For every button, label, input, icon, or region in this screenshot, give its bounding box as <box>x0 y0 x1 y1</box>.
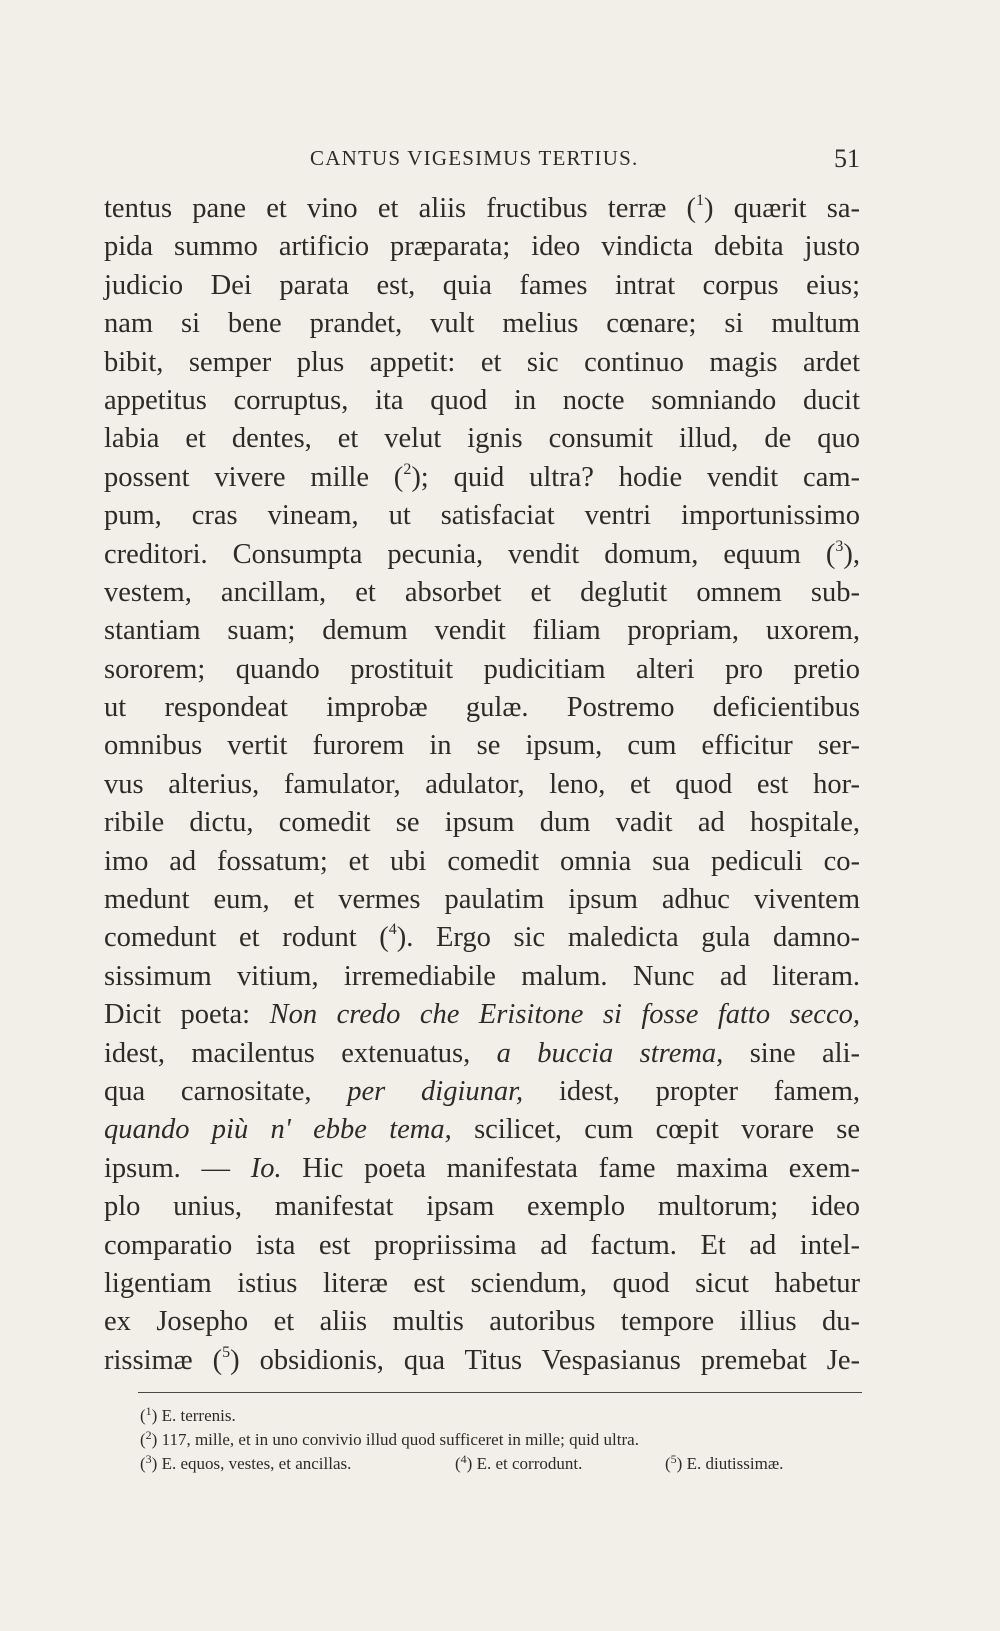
text-segment: labia et dentes, et velut ignis consumit illud, de quo <box>104 423 860 455</box>
text-segment: ), <box>843 538 860 570</box>
footnote-row-3 <box>140 1452 872 1476</box>
text-segment: ). Ergo sic maledicta gula damno- <box>396 922 860 954</box>
text-segment: ligentiam istius literæ est sciendum, quod sicut habetur <box>104 1267 860 1299</box>
text-line <box>104 612 860 650</box>
text-segment: Hic poeta manifestata fame maxima exem- <box>281 1152 860 1184</box>
text-line <box>104 536 860 574</box>
text-segment: comedunt et rodunt ( <box>104 922 389 954</box>
text-segment: Dicit poeta: <box>104 999 270 1031</box>
text-segment: rissimæ ( <box>104 1344 223 1376</box>
text-segment: omnibus vertit furorem in se ipsum, cum efficitur ser- <box>104 730 860 762</box>
text-line <box>104 1150 860 1188</box>
text-line <box>104 919 860 957</box>
text-line <box>104 1073 860 1111</box>
text-segment: ) quærit sa- <box>704 193 860 224</box>
footnote-2: ($^2$) 117, mille, et in uno convivio illud quod sufficeret in mille; quid ultra. <box>140 1428 639 1449</box>
text-line <box>104 1111 860 1149</box>
footnote-2-mark: 2 <box>145 1428 152 1442</box>
text-line <box>104 1303 860 1341</box>
footnote-2-text: 117, mille, et in uno convivio illud quod sufficeret in mille; quid ultra. <box>161 1430 639 1449</box>
running-head <box>104 146 860 176</box>
text-segment: ipsum. — <box>104 1152 251 1184</box>
text-segment: ex Josepho et aliis multis autoribus tempore illius du- <box>104 1306 860 1338</box>
text-segment: tentus pane et vino et aliis fructibus terræ ( <box>104 193 697 224</box>
text-line <box>104 305 860 343</box>
text-segment: judicio Dei parata est, quia fames intrat corpus eius; <box>104 269 860 301</box>
footnote-reference: 2 <box>403 460 412 478</box>
text-segment: nam si bene prandet, vult melius cœnare; si multum <box>104 308 860 340</box>
text-line <box>104 881 860 919</box>
footnote-5-mark: 5 <box>670 1452 677 1466</box>
text-segment: idest, propter famem, <box>523 1075 860 1107</box>
footnote-3: ($^3$) E. equos, vestes, et ancillas. <box>140 1452 352 1473</box>
text-segment: pida summo artificio præparata; ideo vindicta debita justo <box>104 231 860 263</box>
text-segment: plo unius, manifestat ipsam exemplo multorum; ideo <box>104 1191 860 1223</box>
footnotes <box>140 1404 872 1476</box>
running-head-title: CANTUS VIGESIMUS TERTIUS. <box>310 146 639 170</box>
text-segment: ut respondeat improbæ gulæ. Postremo deficientibus <box>104 692 860 724</box>
footnote-4: ($^4$) E. et corrodunt. <box>455 1452 583 1473</box>
text-segment: stantiam suam; demum vendit filiam propriam, uxorem, <box>104 615 860 647</box>
text-segment: sissimum vitium, irremediabile malum. Nunc ad literam. <box>104 960 860 992</box>
footnote-divider <box>138 1392 862 1393</box>
text-segment: medunt eum, et vermes paulatim ipsum adhuc viventem <box>104 884 860 916</box>
footnote-4-mark: 4 <box>460 1452 467 1466</box>
footnote-reference: 4 <box>388 921 397 939</box>
text-segment: vus alterius, famulator, adulator, leno, et quod est hor- <box>104 768 860 800</box>
text-segment: ) obsidionis, qua Titus Vespasianus premebat Je- <box>230 1344 860 1376</box>
text-segment: sororem; quando prostituit pudicitiam alteri pro pretio <box>104 653 860 685</box>
body-text <box>104 190 860 1380</box>
text-segment: ribile dictu, comedit se ipsum dum vadit ad hospitale, <box>104 807 860 839</box>
text-segment: scilicet, cum cœpit vorare se <box>451 1114 861 1146</box>
text-segment: qua carnositate, <box>104 1075 348 1107</box>
italic-quote: Io. <box>250 1152 282 1184</box>
text-line <box>104 1342 860 1380</box>
text-segment: creditori. Consumpta pecunia, vendit domum, equum ( <box>104 538 836 570</box>
text-segment: possent vivere mille ( <box>104 461 404 493</box>
italic-quote: per digiunar, <box>347 1075 524 1107</box>
text-line <box>104 574 860 612</box>
text-line <box>104 958 860 996</box>
footnote-1-mark: 1 <box>145 1404 152 1418</box>
footnote-1: ($^1$) E. terrenis. <box>140 1404 236 1425</box>
text-segment: vestem, ancillam, et absorbet et deglutit omnem sub- <box>104 576 860 608</box>
footnote-reference: 5 <box>222 1343 231 1361</box>
italic-quote: Non credo che Erisitone si fosse fatto secco, <box>269 999 860 1031</box>
footnote-reference: 1 <box>696 192 705 209</box>
footnote-1-text: E. terrenis. <box>161 1406 236 1425</box>
text-line <box>104 420 860 458</box>
footnote-3-mark: 3 <box>145 1452 152 1466</box>
text-line <box>104 689 860 727</box>
footnote-4-text: E. et corrodunt. <box>476 1454 583 1473</box>
text-line <box>104 1188 860 1226</box>
text-line <box>104 843 860 881</box>
text-segment: ); quid ultra? hodie vendit cam- <box>411 461 860 493</box>
text-segment: comparatio ista est propriissima ad factum. Et ad intel- <box>104 1229 860 1261</box>
text-line <box>104 190 860 228</box>
text-line <box>104 651 860 689</box>
text-line <box>104 727 860 765</box>
text-segment: appetitus corruptus, ita quod in nocte somniando ducit <box>104 384 860 416</box>
italic-quote: quando più n' ebbe tema, <box>104 1114 452 1146</box>
text-line <box>104 344 860 382</box>
italic-quote: a buccia strema, <box>496 1037 724 1069</box>
text-line <box>104 228 860 266</box>
text-segment: pum, cras vineam, ut satisfaciat ventri importunissimo <box>104 500 860 532</box>
footnote-5-text: E. diutissimæ. <box>686 1454 784 1473</box>
text-line <box>104 804 860 842</box>
footnote-5: ($^5$) E. diutissimæ. <box>665 1452 784 1473</box>
footnote-3-text: E. equos, vestes, et ancillas. <box>161 1454 352 1473</box>
text-line <box>104 1227 860 1265</box>
text-segment: imo ad fossatum; et ubi comedit omnia sua pediculi co- <box>104 845 860 877</box>
footnote-reference: 3 <box>835 537 844 555</box>
text-segment: sine ali- <box>723 1037 860 1069</box>
text-line <box>104 1265 860 1303</box>
text-line <box>104 1035 860 1073</box>
text-line <box>104 267 860 305</box>
text-line <box>104 766 860 804</box>
text-line <box>104 497 860 535</box>
text-segment: idest, macilentus extenuatus, <box>104 1037 497 1069</box>
text-line <box>104 996 860 1034</box>
page-number: 51 <box>834 144 860 173</box>
text-line <box>104 382 860 420</box>
text-segment: bibit, semper plus appetit: et sic continuo magis ardet <box>104 346 860 378</box>
text-line <box>104 459 860 497</box>
